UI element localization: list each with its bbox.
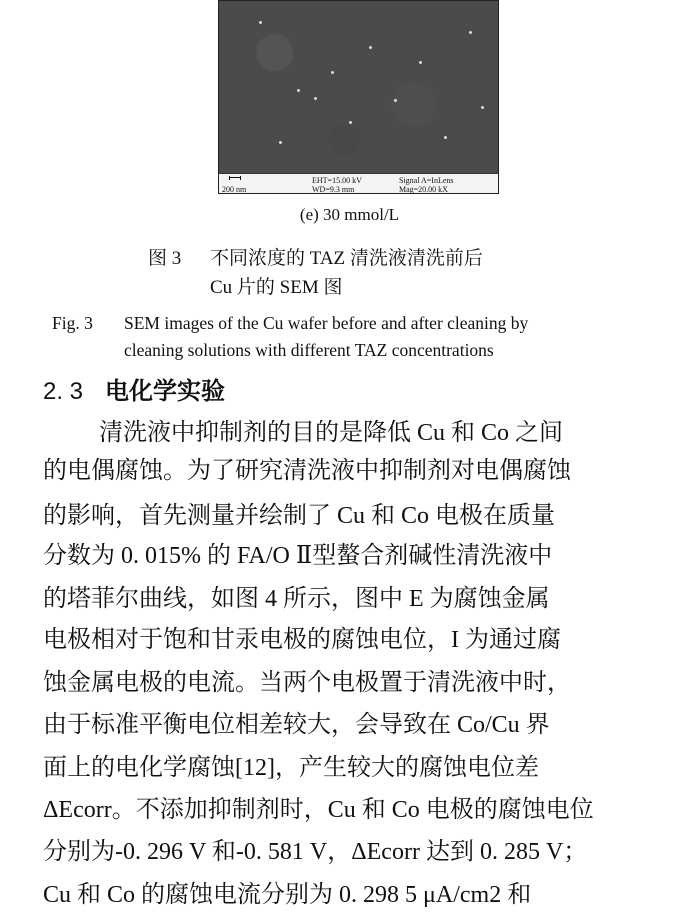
paragraph-line: 清洗液中抑制剂的目的是降低 Cu 和 Co 之间 bbox=[99, 420, 564, 446]
sem-micrograph bbox=[219, 1, 498, 173]
sem-wd: WD=9.3 mm bbox=[312, 185, 355, 194]
paragraph-line: 的电偶腐蚀。为了研究清洗液中抑制剂对电偶腐蚀 bbox=[43, 458, 571, 484]
paragraph-line: 分别为-0. 296 V 和-0. 581 V，ΔEcorr 达到 0. 285 V； bbox=[43, 839, 588, 865]
particle bbox=[259, 21, 262, 24]
figure-label-en: Fig. 3 bbox=[52, 313, 93, 333]
subfigure-caption: (e) 30 mmol/L bbox=[299, 205, 400, 224]
particle bbox=[331, 71, 334, 74]
paragraph-line: ΔEcorr。不添加抑制剂时，Cu 和 Co 电极的腐蚀电位 bbox=[43, 797, 594, 823]
paragraph-line: 由于标准平衡电位相差较大，会导致在 Co/Cu 界 bbox=[43, 712, 550, 738]
paragraph-line: 的塔菲尔曲线，如图 4 所示，图中 E 为腐蚀金属 bbox=[43, 586, 550, 612]
caption-cn-line-1: 不同浓度的 TAZ 清洗液清洗前后 bbox=[210, 248, 483, 269]
sem-mag: Mag=20.00 kX bbox=[399, 185, 448, 194]
paragraph-line: 面上的电化学腐蚀[12]，产生较大的腐蚀电位差 bbox=[43, 755, 539, 781]
figure-caption-cn bbox=[148, 244, 483, 302]
section-title: 电化学实验 bbox=[105, 377, 226, 405]
sem-image bbox=[218, 0, 499, 194]
caption-en-line-1: SEM images of the Cu wafer before and after cleaning by bbox=[124, 313, 529, 333]
caption-en-line-2: cleaning solutions with different TAZ concentrations bbox=[124, 340, 494, 360]
particle bbox=[419, 61, 422, 64]
figure-label-cn: 图 3 bbox=[148, 248, 182, 269]
particle bbox=[369, 46, 372, 49]
section-number: 2. 3 bbox=[43, 378, 84, 405]
scale-bar bbox=[229, 176, 241, 180]
particle bbox=[444, 136, 447, 139]
particle bbox=[469, 31, 472, 34]
particle bbox=[481, 106, 484, 109]
particle bbox=[349, 121, 352, 124]
paragraph-line: Cu 和 Co 的腐蚀电流分别为 0. 298 5 μA/cm2 和 bbox=[43, 882, 532, 908]
paragraph-line: 电极相对于饱和甘汞电极的腐蚀电位，I 为通过腐 bbox=[43, 627, 561, 653]
particle bbox=[297, 89, 300, 92]
paragraph-line: 的影响，首先测量并绘制了 Cu 和 Co 电极在质量 bbox=[43, 503, 556, 529]
caption-cn-line-2: Cu 片的 SEM 图 bbox=[210, 277, 343, 298]
section-heading bbox=[43, 371, 225, 406]
particle bbox=[314, 97, 317, 100]
paragraph-line: 分数为 0. 015% 的 FA/O Ⅱ型螯合剂碱性清洗液中 bbox=[43, 543, 553, 569]
sem-scale-label: 200 nm bbox=[222, 185, 247, 194]
paragraph-line: 蚀金属电极的电流。当两个电极置于清洗液中时， bbox=[43, 670, 571, 696]
sem-info-bar bbox=[219, 173, 498, 194]
particle bbox=[279, 141, 282, 144]
sem-signal: Signal A=InLens bbox=[399, 176, 454, 185]
figure-caption-en bbox=[52, 310, 528, 364]
sem-eht: EHT=15.00 kV bbox=[312, 176, 362, 185]
particle bbox=[394, 99, 397, 102]
